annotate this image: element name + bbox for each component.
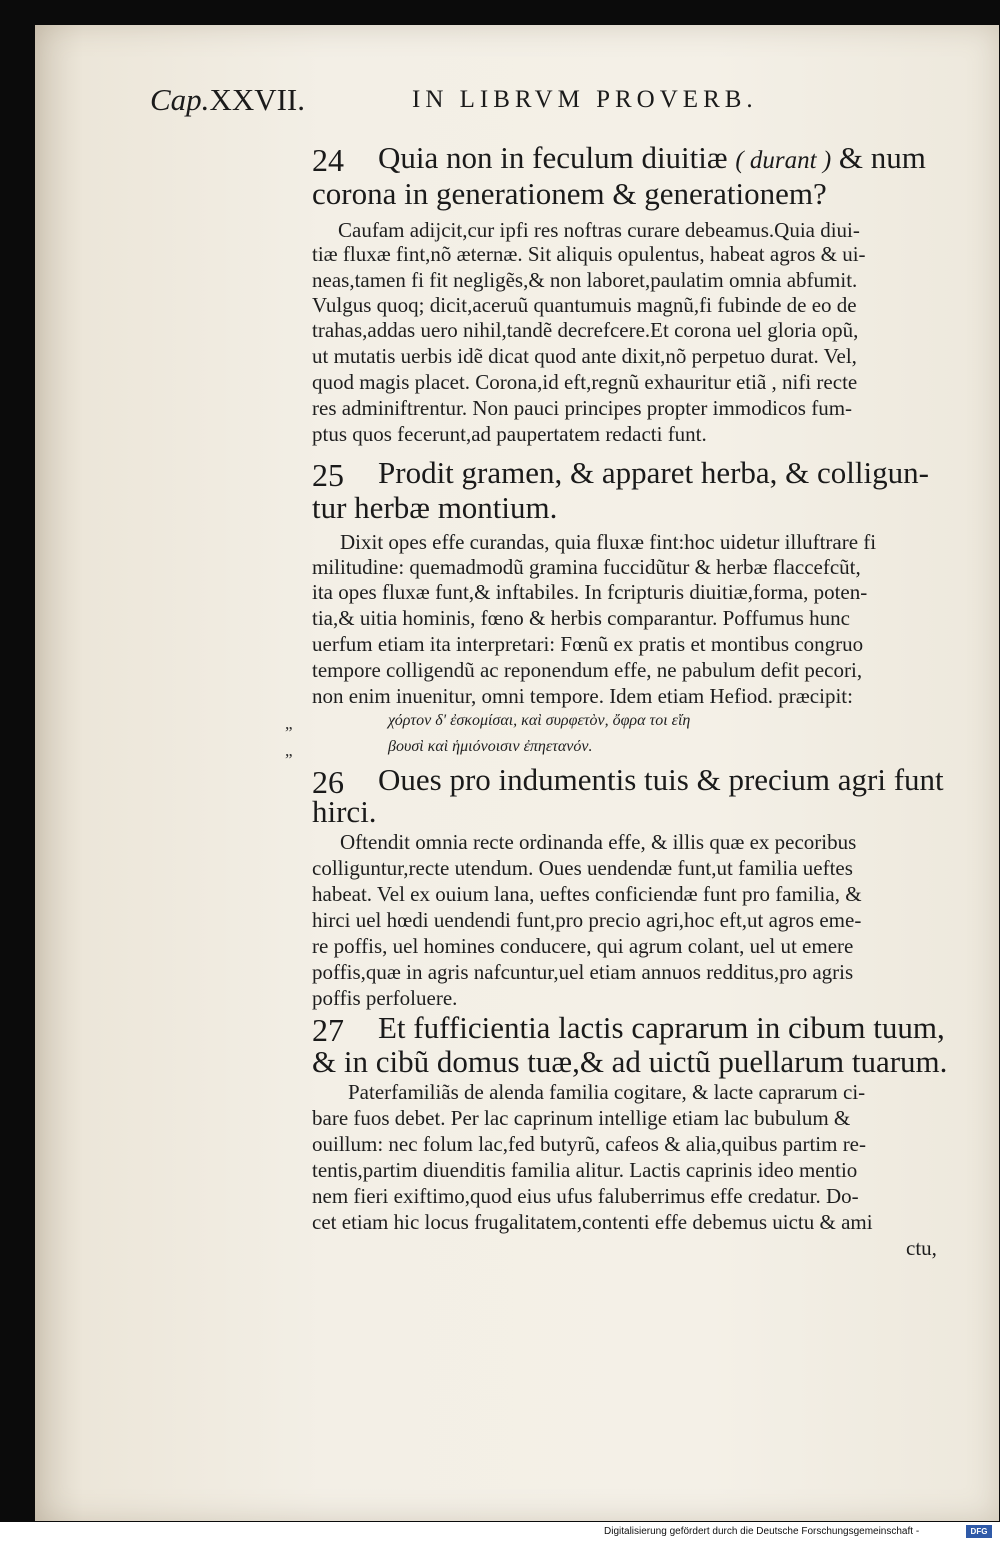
chapter-label [150, 82, 305, 118]
verse-line [378, 140, 926, 176]
commentary-line: neas,tamen fi fit negligẽs,& non laboret,paulatim omnia abfumit. [312, 268, 858, 292]
commentary-line: Caufam adijcit,cur ipfi res noftras curare debeamus.Quia diui- [338, 218, 860, 242]
commentary-line: poffis,quæ in agris nafcuntur,uel etiam annuos redditus,pro agris [312, 960, 854, 984]
commentary-line: tentis,partim diuenditis familia alitur. Lactis caprinis ideo mentio [312, 1158, 858, 1182]
quote-mark: „ [285, 741, 293, 760]
commentary-line: nem fieri exiftimo,quod eius ufus faluberrimus effe credatur. Do- [312, 1184, 859, 1208]
commentary-line: ptus quos fecerunt,ad paupertatem redacti funt. [312, 422, 707, 446]
page-title: IN LIBRVM PROVERB. [412, 86, 758, 113]
verse-number: 25 [312, 457, 344, 493]
commentary-line: hirci uel hœdi uendendi funt,pro precio agri,hoc eft,ut agros eme- [312, 908, 862, 932]
dfg-logo-icon: DFG [966, 1525, 992, 1538]
verse-line: & in cibũ domus tuæ,& ad uictũ puellarum tuarum. [312, 1044, 948, 1079]
greek-quote-line: χόρτον δ' ἐσκομίσαι, καὶ συρφετὸν, ὄφρα τοι εἴη [388, 712, 691, 729]
commentary-line: ouillum: nec folum lac,fed butyrũ, cafeos & alia,quibus partim re- [312, 1132, 866, 1156]
commentary-line: colliguntur,recte utendum. Oues uendendæ funt,ut familia ueftes [312, 856, 853, 880]
running-head [150, 82, 810, 122]
commentary-line: poffis perfoluere. [312, 986, 458, 1010]
verse-number: 24 [312, 142, 344, 178]
quote-mark: „ [285, 714, 293, 733]
digitization-footer: Digitalisierung gefördert durch die Deutsche Forschungsgemeinschaft - [604, 1526, 920, 1537]
commentary-line: Oftendit omnia recte ordinanda effe, & illis quæ ex pecoribus [340, 830, 857, 854]
commentary-line: uerfum etiam ita interpretari: Fœnũ ex pratis et montibus congruo [312, 632, 864, 656]
catchword: ctu, [906, 1236, 937, 1260]
chapter-prefix: Cap. [150, 82, 210, 117]
chapter-number: XXVII. [209, 82, 305, 117]
commentary-line: res adminiftrentur. Non pauci principes propter immodicos fum- [312, 396, 853, 420]
verse-line: Et fufficientia lactis caprarum in cibum tuum, [378, 1010, 945, 1045]
commentary-line: re poffis, uel homines conducere, qui agrum colant, uel ut emere [312, 934, 854, 958]
commentary-line: Paterfamiliãs de alenda familia cogitare, & lacte caprarum ci- [348, 1080, 866, 1104]
commentary-line: tiæ fluxæ fint,nõ æternæ. Sit aliquis opulentus, habeat agros & ui- [312, 242, 866, 266]
verse-line: tur herbæ montium. [312, 490, 558, 525]
verse-number: 26 [312, 764, 344, 800]
commentary-line: tia,& uitia hominis, fœno & herbis comparantur. Poffumus hunc [312, 606, 850, 630]
verse-line: Prodit gramen, & apparet herba, & colligun- [378, 455, 929, 490]
verse-line: hirci. [312, 794, 377, 829]
commentary-line: Dixit opes effe curandas, quia fluxæ fint:hoc uidetur illuftrare fi [340, 530, 877, 554]
commentary-line: habeat. Vel ex ouium lana, ueftes conficiendæ funt pro familia, & [312, 882, 862, 906]
verse-italic: ( durant ) [735, 147, 832, 174]
commentary-line: bare fuos debet. Per lac caprinum intellige etiam lac bubulum & [312, 1106, 851, 1130]
verse-line: corona in generationem & generationem? [312, 176, 827, 211]
commentary-line: ita opes fluxæ funt,& inftabiles. In fcripturis diuitiæ,forma, poten- [312, 580, 868, 604]
commentary-line: trahas,addas uero nihil,tandẽ decrefcere.Et corona uel gloria opũ, [312, 318, 859, 342]
commentary-line: ut mutatis uerbis idẽ dicat quod ante dixit,nõ perpetuo durat. Vel, [312, 344, 857, 368]
commentary-line: cet etiam hic locus frugalitatem,contenti effe debemus uictu & ami [312, 1210, 873, 1234]
verse-number: 27 [312, 1012, 344, 1048]
greek-quote-line: βουσὶ καὶ ἡμιόνοισιν ἐπηετανόν. [388, 738, 593, 755]
verse-line: Oues pro indumentis tuis & precium agri funt [378, 762, 944, 797]
verse-text: Quia non in feculum diuitiæ [378, 140, 728, 175]
commentary-line: militudine: quemadmodũ gramina fuccidũtur & herbæ flaccefcũt, [312, 555, 861, 579]
commentary-line: non enim inuenitur, omni tempore. Idem etiam Hefiod. præcipit: [312, 684, 853, 708]
commentary-line: tempore colligendũ ac reponendum effe, ne pabulum defit pecori, [312, 658, 863, 682]
commentary-line: Vulgus quoq; dicit,aceruũ quantumuis magnũ,fi fubinde de eo de [312, 293, 857, 317]
commentary-line: quod magis placet. Corona,id eft,regnũ exhauritur etiã , nifi recte [312, 370, 858, 394]
verse-text: & num [838, 140, 926, 175]
